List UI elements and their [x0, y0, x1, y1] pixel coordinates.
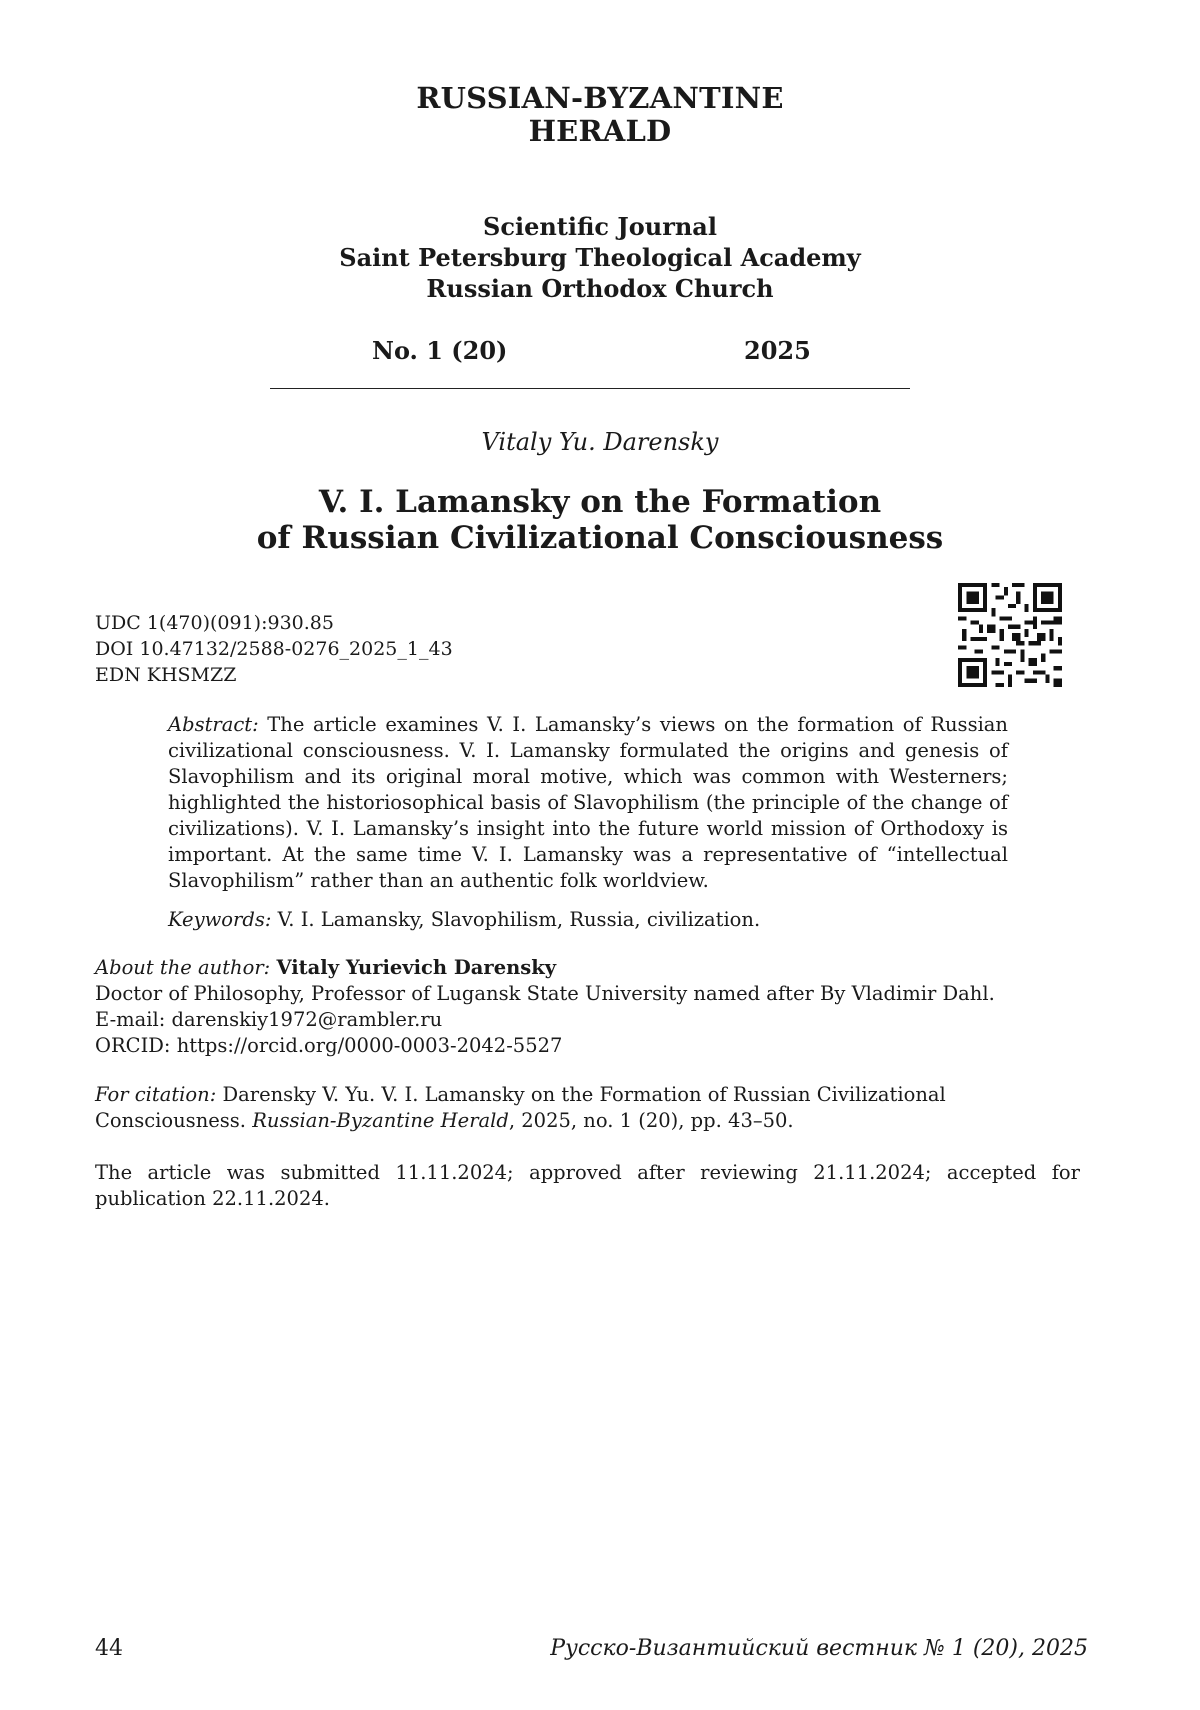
udc: UDC 1(470)(091):930.85 [95, 610, 453, 636]
abstract-text: The article examines V. I. Lamansky’s views on the formation of Russian civilizational consciousness. V. I. Lamansky formulated the origins and genesis of Slavophilism and its original moral motive, which was common with Westerners; highlighted the historiosophical basis of Slavophilism (the principle of the change of civilizations). V. I. Lamansky’s insight into the future world mission of Orthodoxy is important. At the same time V. I. Lamansky was a representative of “intellectual Slavophilism” rather than an authentic folk worldview. [168, 713, 1008, 892]
citation-label: For citation: [95, 1083, 216, 1106]
keywords [168, 907, 1008, 933]
citation-text: Darensky V. Yu. V. I. Lamansky on the Formation of Russian Civilizational Consciousness. [95, 1083, 946, 1132]
article-title-line2: of Russian Civilizational Consciousness [0, 520, 1200, 556]
journal-subtitle-line1: Scientific Journal [0, 211, 1200, 242]
abstract [168, 712, 1008, 894]
journal-subtitle [0, 211, 1200, 304]
author-position: Doctor of Philosophy, Professor of Lugansk State University named after By Vladimir Dahl. [95, 981, 1095, 1007]
running-footer: Русско-Византийский вестник № 1 (20), 2025 [550, 1636, 1088, 1661]
author-info-heading [95, 955, 1095, 981]
header-divider [270, 388, 910, 389]
abstract-label: Abstract: [168, 713, 259, 736]
issue-year: 2025 [744, 336, 811, 365]
journal-subtitle-line2: Saint Petersburg Theological Academy [0, 242, 1200, 273]
author-orcid: ORCID: https://orcid.org/0000-0003-2042-5527 [95, 1033, 1095, 1059]
journal-title-line1: RUSSIAN-BYZANTINE [0, 82, 1200, 115]
article-author: Vitaly Yu. Darensky [0, 428, 1200, 456]
author-full-name: Vitaly Yurievich Darensky [276, 956, 556, 979]
issue-number: No. 1 (20) [372, 336, 507, 365]
citation-details: , 2025, no. 1 (20), pp. 43–50. [509, 1109, 794, 1132]
author-email: E-mail: darenskiy1972@rambler.ru [95, 1007, 1095, 1033]
edn: EDN KHSMZZ [95, 662, 453, 688]
keywords-label: Keywords: [168, 908, 271, 931]
journal-subtitle-line3: Russian Orthodox Church [0, 273, 1200, 304]
journal-title [0, 82, 1200, 148]
keywords-text: V. I. Lamansky, Slavophilism, Russia, civilization. [278, 908, 761, 931]
article-title-line1: V. I. Lamansky on the Formation [0, 484, 1200, 520]
citation [95, 1082, 1080, 1134]
journal-title-line2: HERALD [0, 115, 1200, 148]
submission-dates: The article was submitted 11.11.2024; approved after reviewing 21.11.2024; accepted for publication 22.11.2024. [95, 1160, 1080, 1212]
article-identifiers [95, 610, 453, 688]
article-title [0, 484, 1200, 556]
doi: DOI 10.47132/2588-0276_2025_1_43 [95, 636, 453, 662]
author-info-label: About the author: [95, 956, 270, 979]
qr-code-icon [958, 583, 1062, 687]
author-info [95, 955, 1095, 1059]
page-number: 44 [95, 1636, 123, 1661]
citation-journal: Russian-Byzantine Herald [252, 1109, 509, 1132]
